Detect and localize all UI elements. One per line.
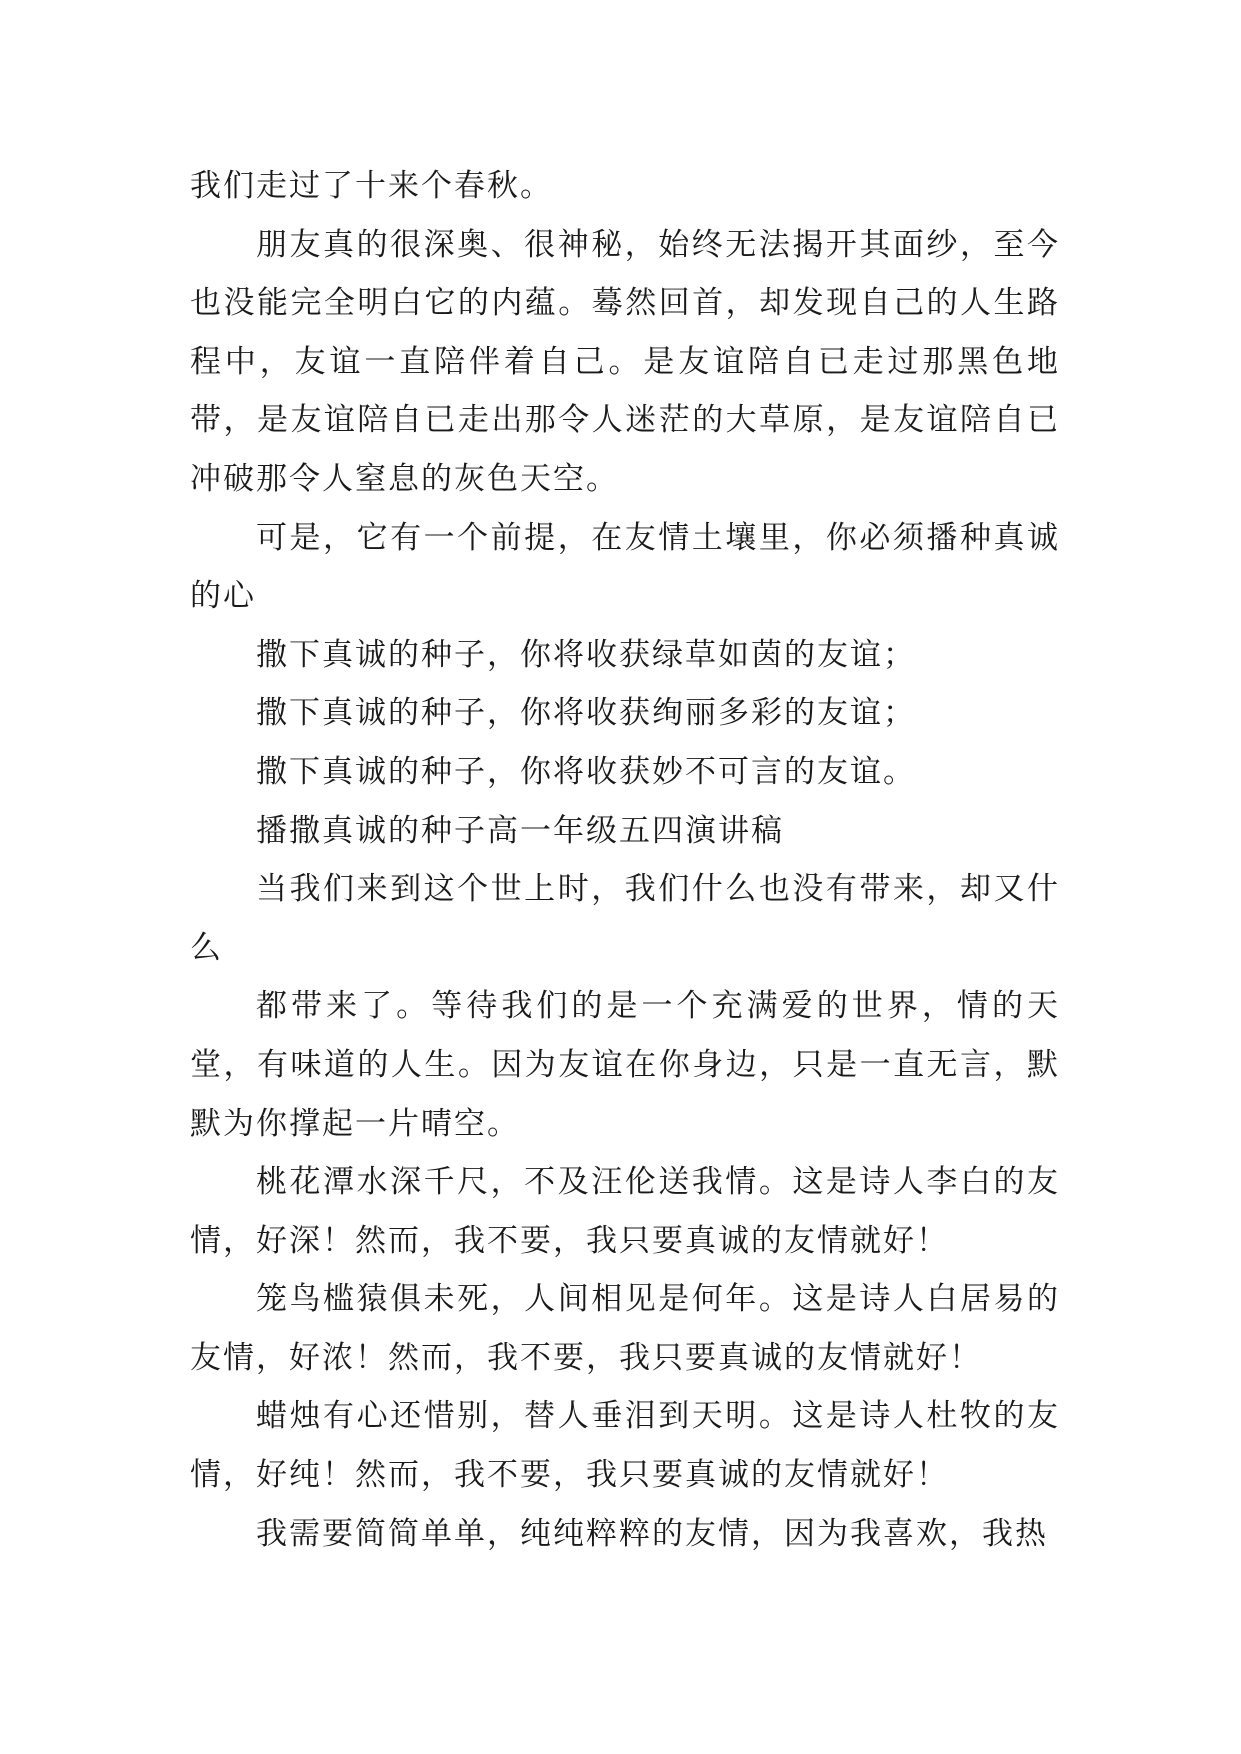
paragraph: 当我们来到这个世上时，我们什么也没有带来，却又什么 bbox=[190, 871, 1060, 966]
paragraph: 我们走过了十来个春秋。 bbox=[190, 168, 553, 204]
paragraph: 播撒真诚的种子高一年级五四演讲稿 bbox=[256, 812, 784, 849]
paragraph: 撒下真诚的种子，你将收获绚丽多彩的友谊； bbox=[256, 695, 916, 732]
paragraph: 桃花潭水深千尺，不及汪伦送我情。这是诗人李白的友情，好深！然而，我不要，我只要真诚的友情就好！ bbox=[190, 1164, 1060, 1259]
paragraph: 可是，它有一个前提，在友情土壤里，你必须播种真诚的心 bbox=[190, 519, 1060, 615]
paragraph: 撒下真诚的种子，你将收获绿草如茵的友谊； bbox=[256, 636, 916, 673]
paragraph: 都带来了。等待我们的是一个充满爱的世界，情的天堂，有味道的人生。因为友谊在你身边，只是一直无言，默默为你撑起一片晴空。 bbox=[190, 988, 1060, 1142]
paragraph: 蜡烛有心还惜别，替人垂泪到天明。这是诗人杜牧的友情，好纯！然而，我不要，我只要真诚的友情就好！ bbox=[190, 1398, 1060, 1494]
document-body bbox=[190, 157, 1060, 1563]
paragraph: 我需要简简单单，纯纯粹粹的友情，因为我喜欢，我热 bbox=[256, 1515, 1048, 1552]
paragraph: 撒下真诚的种子，你将收获妙不可言的友谊。 bbox=[256, 753, 916, 790]
paragraph: 笼鸟槛猿俱未死，人间相见是何年。这是诗人白居易的友情，好浓！然而，我不要，我只要真诚的友情就好！ bbox=[190, 1281, 1060, 1376]
paragraph: 朋友真的很深奥、很神秘，始终无法揭开其面纱，至今也没能完全明白它的内蕴。蓦然回首，却发现自己的人生路程中，友谊一直陪伴着自己。是友谊陪自已走过那黑色地带，是友谊陪自已走出那令人迷茫的大草原，是友谊陪自已冲破那令人窒息的灰色天空。 bbox=[190, 226, 1060, 497]
